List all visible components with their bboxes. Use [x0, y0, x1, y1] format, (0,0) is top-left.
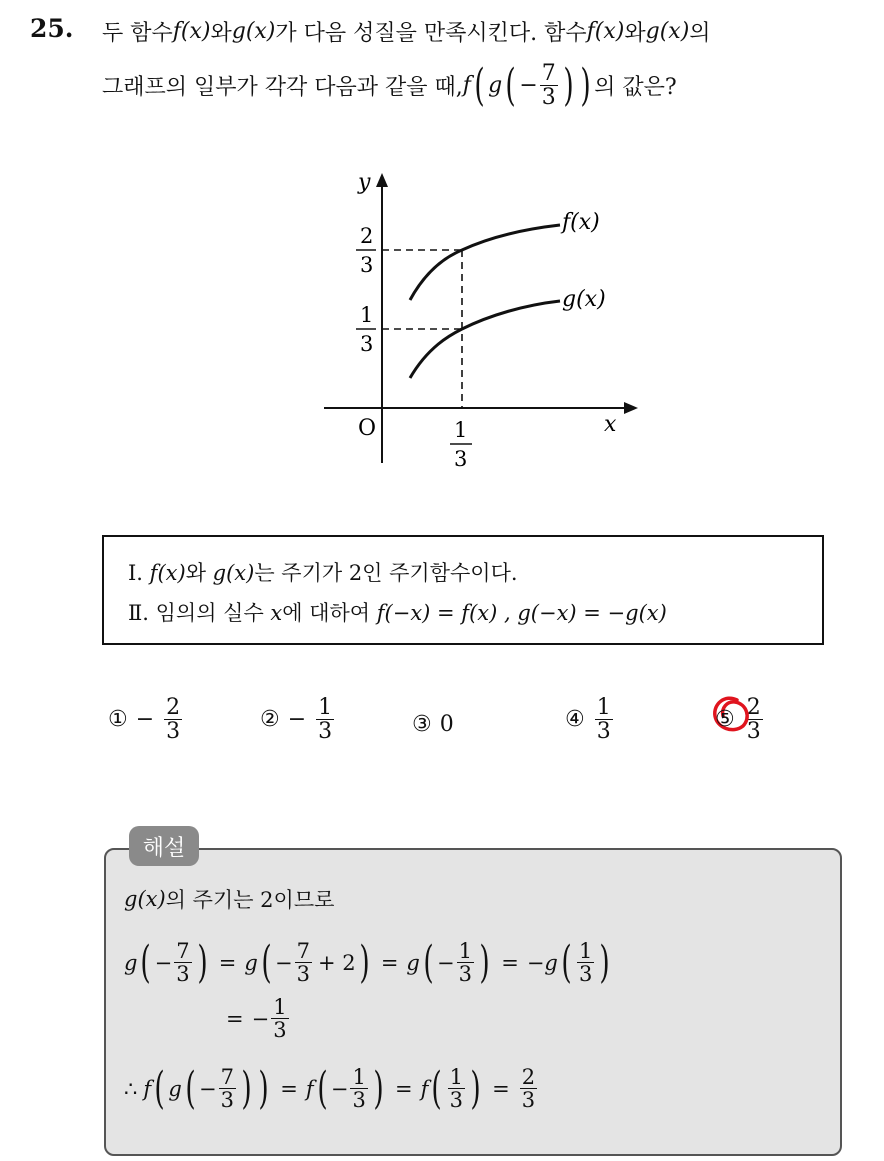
denominator: 3 [449, 1088, 463, 1113]
left-paren: ( [561, 936, 572, 988]
right-paren: ) [599, 936, 611, 988]
question-text: 그래프의 일부가 각각 다음과 같을 때, [102, 75, 463, 101]
fraction [448, 1066, 465, 1111]
x-tick-den: 3 [454, 447, 468, 471]
right-paren: ) [563, 59, 574, 111]
function-g: g(x) [231, 19, 276, 44]
minus-sign: − [519, 73, 538, 99]
choice-4[interactable] [565, 696, 615, 743]
condition-equation: f(−x) = f(x) , g(−x) = −g(x) [376, 601, 667, 625]
question-number: 25. [30, 14, 74, 43]
y-tick-top-den: 3 [360, 253, 374, 277]
left-paren: ( [505, 59, 516, 111]
condition-2 [128, 597, 667, 627]
choice-marker: ① [108, 707, 128, 733]
minus-sign: − [437, 950, 455, 975]
plus-two: + 2 [318, 950, 356, 975]
function-g: g(x) [124, 887, 166, 911]
equals-sign: = [501, 950, 519, 975]
minus-sign: − [135, 707, 155, 733]
left-paren: ( [185, 1062, 196, 1114]
numerator: 7 [541, 61, 556, 86]
y-tick-mid-num: 1 [360, 303, 374, 327]
fraction [540, 62, 558, 109]
right-paren: ) [470, 1062, 481, 1114]
numerator: 1 [318, 695, 333, 720]
choice-3[interactable] [412, 712, 454, 737]
variable-x: x [270, 601, 283, 625]
right-paren: ) [258, 1062, 269, 1114]
question-text: 두 함수 [102, 21, 173, 46]
numerator: 2 [746, 695, 761, 720]
denominator: 3 [166, 719, 181, 745]
fraction [520, 1066, 537, 1111]
choice-fraction [316, 696, 334, 743]
function-f-symbol: f [305, 1076, 314, 1101]
numerator: 1 [352, 1065, 366, 1089]
g-curve [410, 301, 560, 378]
right-paren: ) [479, 936, 490, 988]
f-curve-label: f(x) [562, 210, 600, 235]
function-g-symbol: g [406, 950, 420, 975]
function-f-symbol: f [462, 73, 471, 99]
condition-1 [128, 557, 518, 587]
equals-sign: = [218, 950, 237, 975]
choice-2[interactable] [260, 696, 336, 743]
y-tick-mid-den: 3 [360, 332, 374, 356]
numerator: 2 [166, 695, 181, 720]
right-paren: ) [580, 59, 591, 111]
minus-sign: − [251, 1006, 270, 1031]
function-f: f(x) [172, 19, 211, 44]
y-tick-top-num: 2 [360, 224, 374, 248]
denominator: 3 [296, 962, 310, 987]
function-g-symbol: g [488, 73, 503, 99]
minus-sign: − [287, 707, 307, 733]
function-g: g(x) [645, 19, 690, 44]
choice-marker: ③ [412, 712, 432, 737]
function-g: g(x) [212, 561, 255, 585]
function-f-symbol: f [143, 1076, 152, 1101]
solution-line-3 [226, 996, 291, 1041]
choice-marker: ⑤ [715, 707, 735, 733]
left-paren: ( [317, 1062, 328, 1114]
choice-value: 0 [439, 712, 454, 737]
fraction [457, 940, 474, 985]
denominator: 3 [458, 962, 473, 987]
denominator: 3 [273, 1018, 287, 1043]
x-tick-num: 1 [454, 418, 468, 442]
equals-sign: = [395, 1076, 413, 1101]
numerator: 1 [449, 1065, 463, 1089]
numerator: 7 [220, 1065, 234, 1089]
minus-sign: − [526, 950, 545, 975]
solution-line-1 [124, 884, 334, 914]
solution-label: 해설 [129, 826, 199, 866]
solution-text: 의 주기는 2이므로 [165, 888, 335, 912]
condition-text: 에 대하여 [282, 601, 377, 625]
therefore-symbol: ∴ [124, 1076, 138, 1101]
condition-text: 는 주기가 2인 주기함수이다. [254, 561, 518, 585]
function-g-symbol: g [244, 950, 258, 975]
fraction [271, 996, 288, 1041]
equals-sign: = [380, 950, 399, 975]
right-paren: ) [197, 936, 208, 988]
numerator: 1 [458, 939, 473, 963]
left-paren: ( [474, 59, 485, 111]
numerator: 1 [579, 939, 593, 963]
fraction [219, 1066, 236, 1111]
question-line-2 [102, 59, 677, 111]
x-axis-arrow [624, 402, 638, 414]
conditions-box [102, 535, 824, 645]
left-paren: ( [154, 1062, 165, 1114]
y-axis-label: y [358, 170, 371, 195]
function-f: f(x) [149, 561, 186, 585]
minus-sign: − [275, 950, 293, 975]
function-f: f(x) [586, 19, 625, 44]
denominator: 3 [541, 85, 556, 111]
question-line-1 [102, 16, 711, 47]
denominator: 3 [746, 719, 761, 745]
condition-text: 임의의 실수 [155, 601, 271, 625]
f-curve [410, 225, 560, 300]
question-text: 의 값은? [594, 75, 677, 101]
denominator: 3 [596, 719, 611, 745]
question-text: 가 다음 성질을 만족시킨다. 함수 [275, 21, 587, 46]
numerator: 1 [596, 695, 611, 720]
right-paren: ) [373, 1062, 384, 1114]
solution-line-4 [124, 1062, 539, 1114]
right-paren: ) [359, 936, 370, 988]
denominator: 3 [176, 962, 190, 987]
y-axis-arrow [376, 173, 388, 187]
right-paren: ) [241, 1062, 252, 1114]
question-text: 와 [624, 21, 646, 46]
denominator: 3 [352, 1088, 366, 1113]
denominator: 3 [318, 719, 333, 745]
denominator: 3 [521, 1088, 536, 1113]
left-paren: ( [140, 936, 152, 988]
minus-sign: − [330, 1076, 349, 1101]
fraction [174, 940, 191, 985]
origin-label: O [358, 416, 377, 441]
minus-sign: − [154, 950, 173, 975]
function-g-symbol: g [124, 950, 138, 975]
left-paren: ( [431, 1062, 443, 1114]
function-g-symbol: g [168, 1076, 182, 1101]
x-axis-label: x [604, 412, 617, 437]
question-text: 의 [689, 21, 711, 46]
fraction [295, 940, 312, 985]
fraction [350, 1066, 367, 1111]
condition-text: 와 [185, 561, 213, 585]
solution-line-2 [124, 936, 614, 988]
choice-fraction [164, 696, 182, 743]
roman-numeral-2: Ⅱ. [128, 601, 149, 625]
roman-numeral-1: Ⅰ. [128, 561, 143, 585]
function-graph [310, 165, 650, 475]
numerator: 2 [521, 1065, 536, 1089]
function-f-symbol: f [420, 1076, 429, 1101]
denominator: 3 [220, 1088, 234, 1113]
choice-1[interactable] [108, 696, 184, 743]
choice-5[interactable] [715, 696, 765, 743]
g-curve-label: g(x) [562, 287, 606, 312]
function-g-symbol: g [544, 950, 558, 975]
denominator: 3 [579, 962, 593, 987]
left-paren: ( [261, 936, 272, 988]
numerator: 1 [273, 995, 287, 1019]
choice-fraction [595, 696, 613, 743]
question-text: 와 [210, 21, 232, 46]
equals-sign: = [280, 1076, 298, 1101]
equals-sign: = [226, 1006, 244, 1031]
numerator: 7 [176, 939, 190, 963]
left-paren: ( [423, 936, 434, 988]
fraction [577, 940, 594, 985]
numerator: 7 [296, 939, 310, 963]
choice-marker: ④ [565, 707, 585, 733]
equals-sign: = [492, 1076, 510, 1101]
minus-sign: − [198, 1076, 217, 1101]
choice-marker: ② [260, 707, 280, 733]
